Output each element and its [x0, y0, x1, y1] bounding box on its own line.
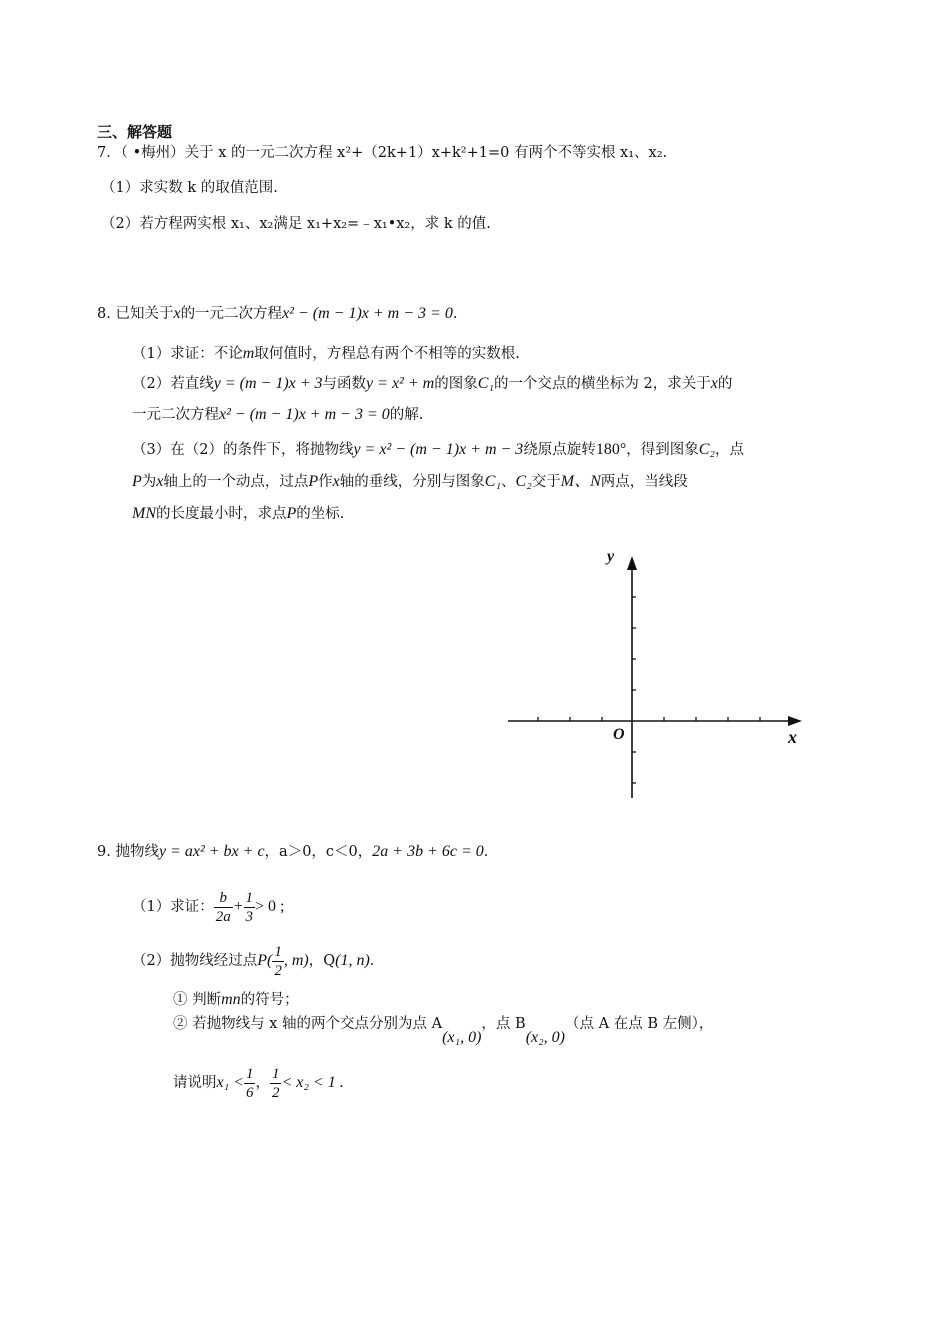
q8-stem — [97, 304, 457, 324]
q9-c2-a: ② 若抛物线与 x 轴的两个交点分别为点 A — [173, 1016, 443, 1032]
q9-part2 — [132, 942, 374, 980]
q8-p3-l2-x: x — [156, 473, 164, 490]
q8-part3-line1 — [132, 440, 744, 460]
q9-p2-end: . — [369, 953, 375, 969]
q8-p2-var: x — [710, 375, 718, 392]
q8-p3-l2-a: 为 — [141, 474, 157, 490]
q8-p3-eq: y = x² − (m − 1)x + m − 3 — [353, 441, 524, 458]
q8-p3-l2-g: 两点，当线段 — [600, 474, 688, 490]
q9-c2-b: ，点 B — [481, 1016, 526, 1032]
q8-p3-l2-x2: x — [332, 473, 340, 490]
q9-p1-frac2 — [244, 889, 256, 926]
q7-stem: 7．（ •梅州）关于 x 的一元二次方程 x²+（2k+1）x+k²+1=0 有两个不等实根 x₁、x₂. — [97, 145, 668, 161]
y-axis-arrow — [627, 556, 637, 570]
q8-p3-b: 绕原点旋转 — [523, 442, 596, 458]
q8-p3-l3-b: 的坐标. — [296, 506, 345, 522]
q9-c3-frac1-num: 1 — [245, 1065, 254, 1082]
q8-p3-a: （3）在（2）的条件下，将抛物线 — [132, 442, 354, 458]
q9-p2-P: P( — [257, 952, 273, 969]
q9-stem — [97, 842, 488, 862]
q8-p3-l2-e: 、 — [501, 474, 516, 490]
q9-p2-P-end: , m) — [283, 952, 309, 969]
q8-part1 — [132, 344, 520, 364]
q9-c1-a: ① 判断 — [173, 992, 222, 1008]
q9-stem-b: ，a＞0，c＜0， — [264, 844, 373, 860]
q8-p3-l3-P: P — [286, 505, 297, 522]
q8-p3-l2-f: 交于 — [531, 474, 561, 490]
q7-part2: （2）若方程两实根 x₁、x₂满足 x₁+x₂=﹣x₁•x₂，求 k 的值. — [101, 216, 491, 232]
q8-p1-b: 取何值时，方程总有两个不相等的实数根. — [254, 346, 520, 362]
q8-p3-l3-MN: MN — [132, 505, 156, 522]
q9-c3-frac1 — [244, 1065, 256, 1102]
q8-p3-l2-c: 作 — [318, 474, 333, 490]
q8-part3-line3 — [132, 504, 344, 524]
q8-p3-angle: 180° — [595, 441, 627, 458]
q8-p2-c1: C₁ — [477, 375, 494, 392]
q9-c2-A: (x₁, 0) — [442, 1029, 482, 1046]
q8-p2-eq1: y = (m − 1)x + 3 — [213, 375, 323, 392]
q9-c3-rest: < x₂ < 1 . — [281, 1074, 344, 1091]
q9-p2-b: ，Q — [308, 953, 336, 969]
q9-p1-frac1 — [214, 889, 233, 926]
q8-p2-b: 与函数 — [322, 376, 367, 392]
q8-p3-c: ，得到图象 — [626, 442, 699, 458]
q7-part1: （1）求实数 k 的取值范围. — [101, 180, 278, 196]
q8-p2-line2-eq: x² − (m − 1)x + m − 3 = 0 — [219, 406, 390, 423]
q9-c3-frac1-den: 6 — [245, 1084, 254, 1101]
q8-p3-l2-C2: C₂ — [515, 473, 532, 490]
x-axis-arrow — [788, 716, 802, 726]
q8-stem-b: 的一元二次方程 — [180, 306, 283, 322]
q9-c3-frac2 — [270, 1065, 282, 1102]
q8-stem-end: . — [452, 306, 458, 322]
q9-c1-var: mn — [221, 991, 241, 1008]
q8-part3-line2 — [132, 472, 688, 492]
q8-p1-var: m — [242, 345, 255, 362]
y-axis-label: y — [607, 548, 615, 565]
section-title: 三、解答题 — [97, 123, 173, 141]
q9-c3-frac2-num: 1 — [271, 1065, 280, 1082]
q9-stem-a: 9. 抛物线 — [97, 844, 159, 860]
q9-case3 — [173, 1064, 344, 1102]
q8-p3-l2-b: 轴上的一个动点，过点 — [163, 474, 309, 490]
q9-c1-b: 的符号； — [240, 992, 299, 1008]
q8-p2-a: （2）若直线 — [132, 376, 214, 392]
q8-p2-line2-b: 的解. — [389, 407, 424, 423]
q8-part2-line1 — [132, 374, 732, 394]
q9-p1-rest: > 0 ; — [255, 898, 285, 915]
q8-stem-var: x — [173, 305, 181, 322]
q9-part1 — [132, 888, 285, 926]
q8-p3-l2-P2: P — [308, 473, 319, 490]
q8-p3-l2-MN: M、N — [560, 473, 601, 490]
q8-p3-l3-a: 的长度最小时，求点 — [156, 506, 287, 522]
q8-p2-eq2: y = x² + m — [366, 375, 435, 392]
q8-stem-a: 8. 已知关于 — [97, 306, 174, 322]
q8-p2-e: 的 — [717, 376, 733, 392]
q9-c3-comma: ， — [255, 1075, 270, 1091]
q8-stem-eq: x² − (m − 1)x + m − 3 = 0 — [282, 305, 453, 322]
q8-p3-d: ，点 — [714, 442, 744, 458]
q8-p2-d: 的一个交点的横坐标为 2，求关于 — [493, 376, 711, 392]
q9-stem-end: . — [483, 844, 489, 860]
q9-p1-frac1-den: 2a — [215, 908, 231, 925]
q8-p1-a: （1）求证：不论 — [132, 346, 243, 362]
q9-case2 — [173, 1014, 714, 1046]
q9-p2-frac-num: 1 — [274, 943, 282, 960]
q9-p1-frac2-num: 1 — [245, 889, 254, 906]
coordinate-axes-figure — [500, 540, 820, 805]
q9-c3-frac2-den: 2 — [271, 1084, 280, 1101]
q9-c2-c: （点 A 在点 B 左侧）， — [565, 1016, 714, 1032]
q9-c3-x1: x₁ < — [216, 1074, 244, 1091]
q9-p2-Q: (1, n) — [335, 952, 370, 969]
q9-p1-plus: + — [232, 898, 244, 915]
origin-label: O — [613, 726, 625, 743]
q9-p1-frac2-den: 3 — [245, 908, 254, 925]
q9-c3-a: 请说明 — [173, 1075, 217, 1091]
q8-p2-line2-a: 一元二次方程 — [132, 407, 219, 423]
q8-p3-l2-C1: C₁ — [484, 473, 502, 490]
q8-p2-c: 的图象 — [434, 376, 478, 392]
q9-stem-eq2: 2a + 3b + 6c = 0 — [372, 843, 484, 860]
q9-p1-a: （1）求证： — [132, 899, 214, 915]
q9-stem-eq: y = ax² + bx + c — [158, 843, 265, 860]
x-axis-label: x — [788, 727, 797, 747]
q9-p1-frac1-num: b — [214, 889, 233, 908]
q8-part2-line2 — [132, 405, 423, 425]
q8-p3-l2-d: 轴的垂线，分别与图象 — [339, 474, 485, 490]
q9-p2-frac-den: 2 — [274, 962, 282, 979]
q8-p3-l2-P: P — [132, 473, 142, 490]
q9-case1 — [173, 990, 299, 1010]
q9-p2-a: （2）抛物线经过点 — [132, 953, 258, 969]
q9-c2-B: (x₂, 0) — [525, 1029, 566, 1046]
q8-p3-c2: C₂ — [698, 441, 715, 458]
q9-p2-frac — [272, 943, 284, 980]
